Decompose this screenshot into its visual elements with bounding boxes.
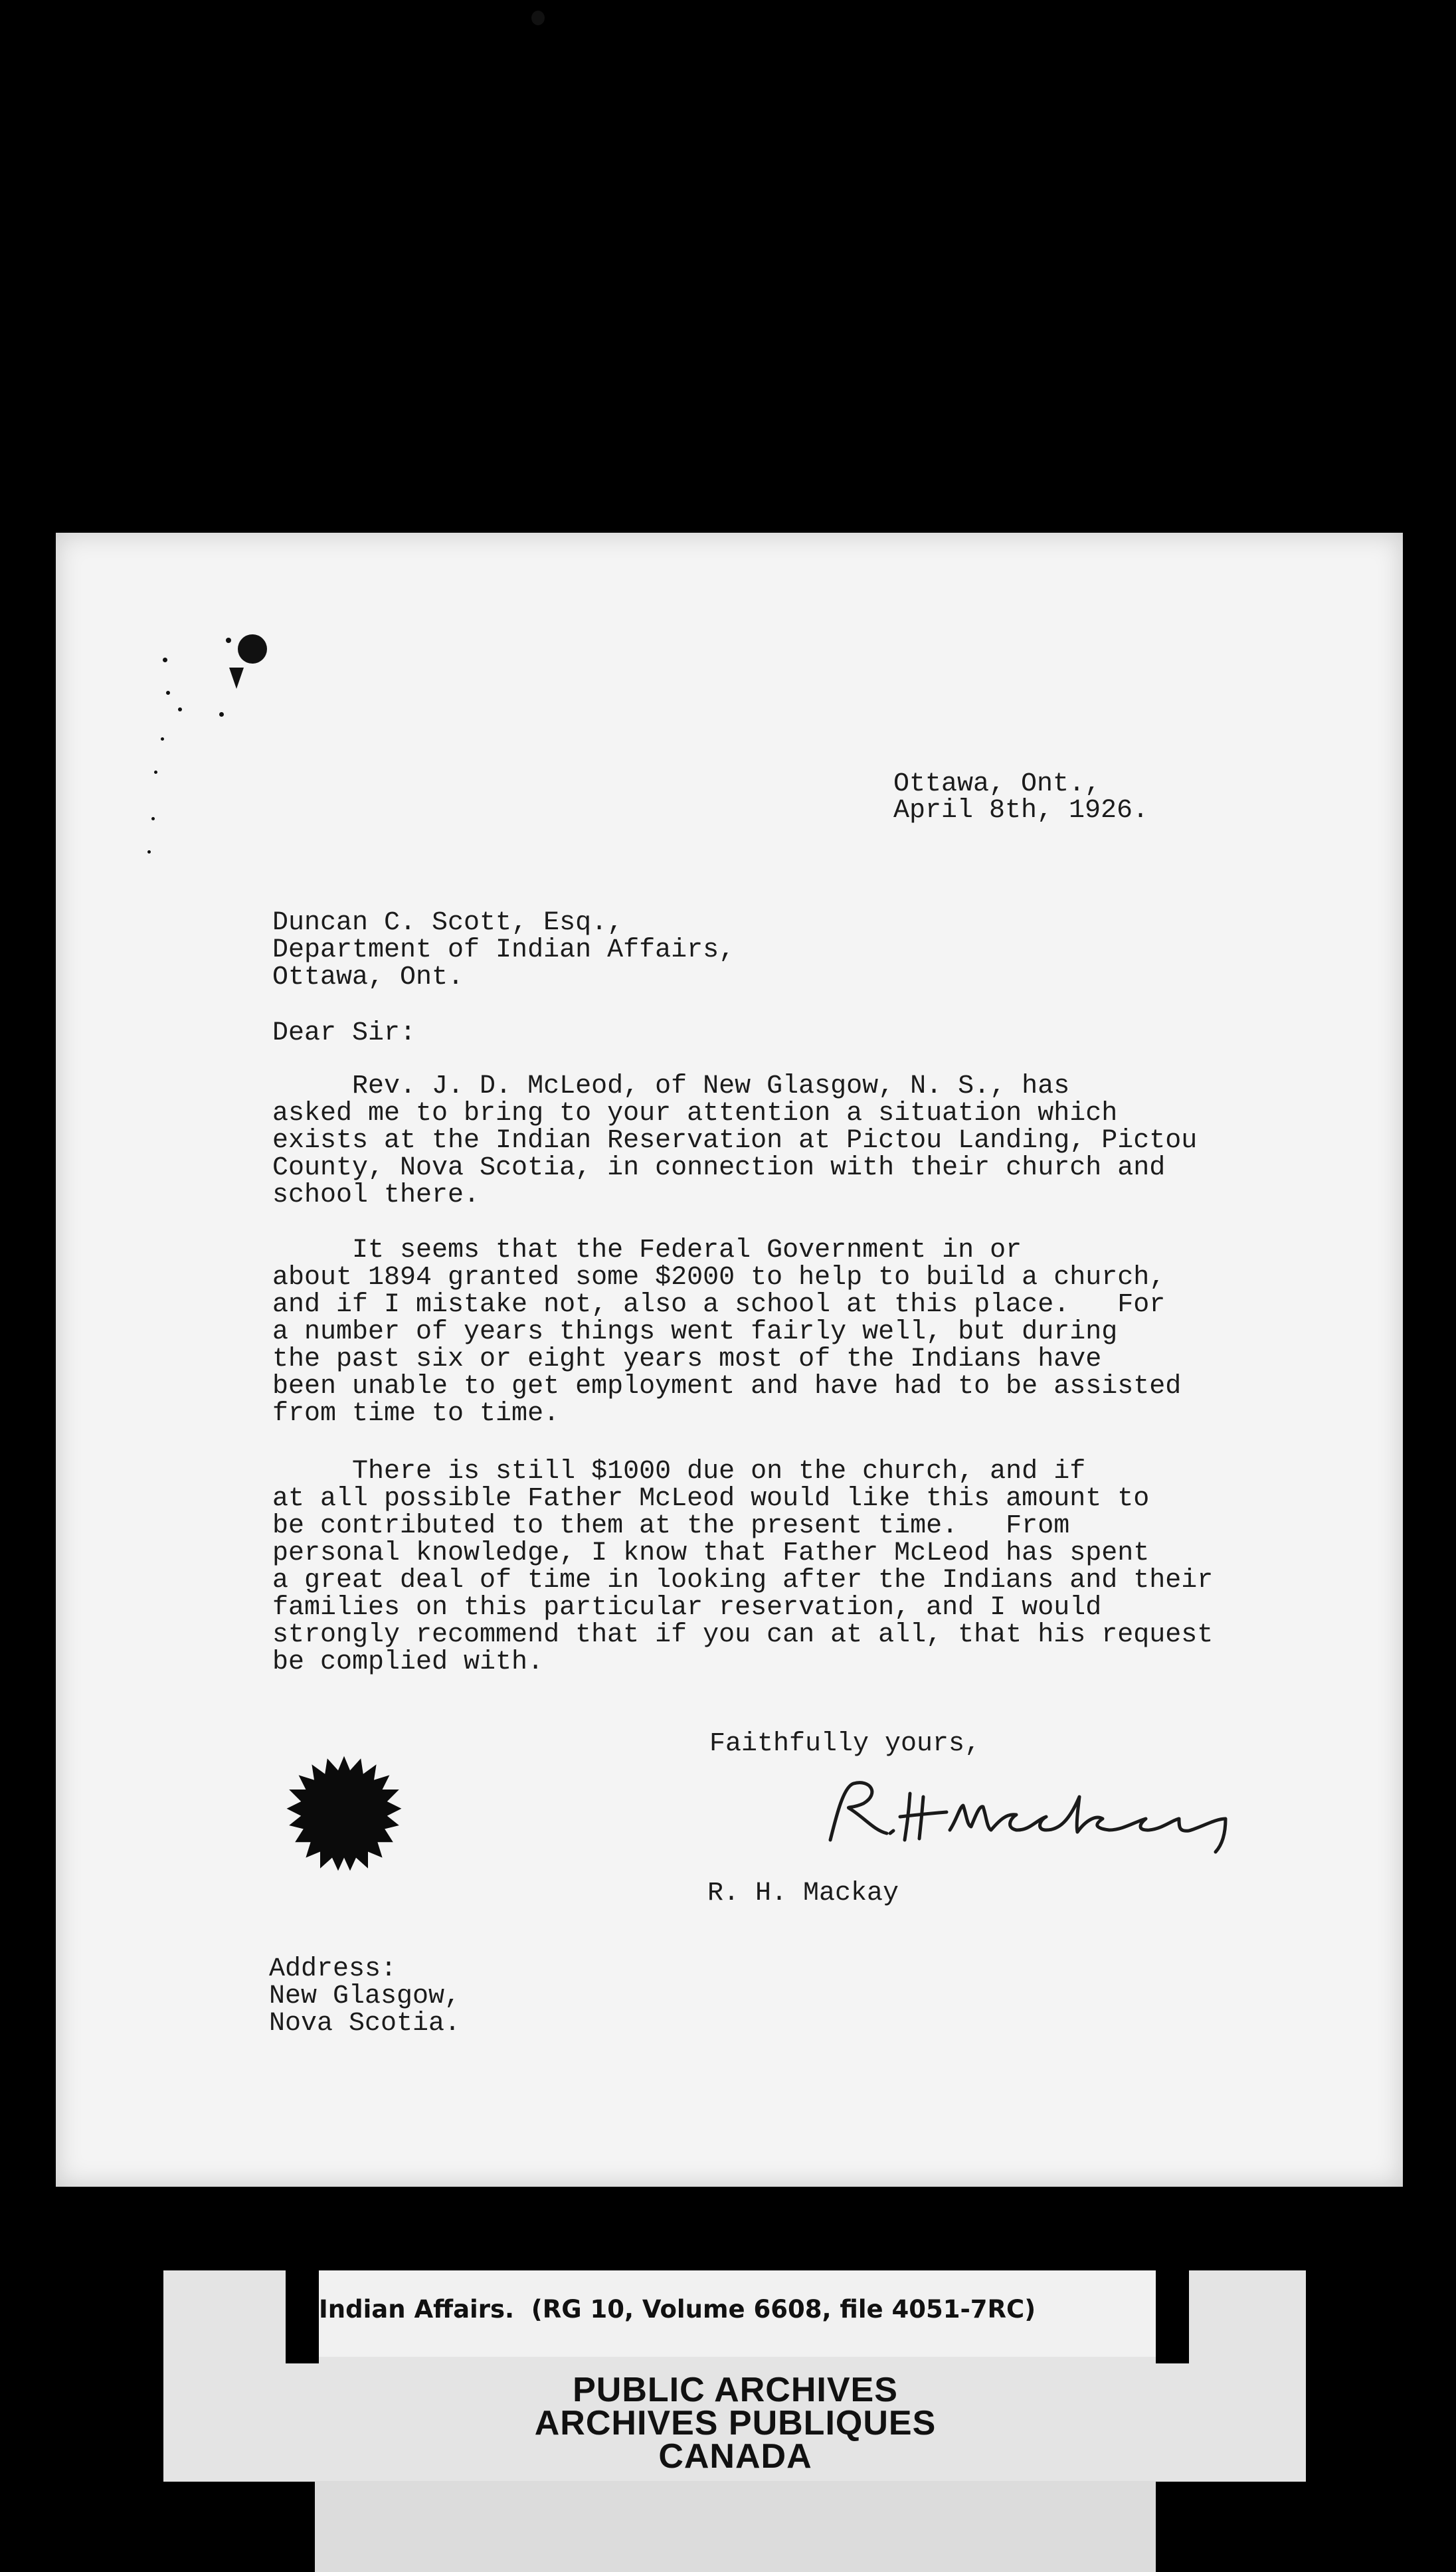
archive-stamp-line-2: ARCHIVES PUBLIQUES bbox=[534, 2404, 937, 2442]
archive-stamp-line-3: CANADA bbox=[658, 2437, 812, 2476]
ink-speck bbox=[178, 707, 182, 711]
ink-speck bbox=[219, 712, 224, 717]
closing: Faithfully yours, bbox=[709, 1729, 981, 1759]
ink-blot bbox=[238, 634, 267, 664]
recipient-city: Ottawa, Ont. bbox=[272, 963, 464, 992]
paragraph-3-line: There is still $1000 due on the church, and if bbox=[272, 1457, 1086, 1487]
ink-speck bbox=[166, 691, 170, 695]
film-speck bbox=[531, 11, 545, 25]
paragraph-1-line: asked me to bring to your attention a situation which bbox=[272, 1099, 1118, 1129]
paragraph-2-line: the past six or eight years most of the Indians have bbox=[272, 1344, 1102, 1374]
paragraph-2-line: been unable to get employment and have had to be assisted bbox=[272, 1372, 1182, 1402]
address-label: Address: bbox=[269, 1954, 397, 1984]
signature bbox=[817, 1767, 1348, 1860]
ink-speck bbox=[147, 850, 151, 854]
ink-speck bbox=[161, 737, 164, 741]
paragraph-3-line: personal knowledge, I know that Father McLeod has spent bbox=[272, 1538, 1150, 1568]
paragraph-3-line: be contributed to them at the present time. From bbox=[272, 1511, 1070, 1541]
ink-speck bbox=[154, 771, 157, 774]
paragraph-3-line: families on this particular reservation, and I would bbox=[272, 1593, 1102, 1623]
paragraph-2-line: a number of years things went fairly well, but during bbox=[272, 1317, 1118, 1347]
recipient-name: Duncan C. Scott, Esq., bbox=[272, 908, 624, 938]
paragraph-2-line: It seems that the Federal Government in or bbox=[272, 1236, 1022, 1265]
label-notch-right bbox=[1156, 2270, 1189, 2363]
signer-name: R. H. Mackay bbox=[707, 1879, 899, 1908]
paragraph-2-line: from time to time. bbox=[272, 1399, 560, 1429]
ink-drop bbox=[229, 668, 244, 689]
paragraph-3-line: at all possible Father McLeod would like this amount to bbox=[272, 1484, 1150, 1514]
letter-date: April 8th, 1926. bbox=[893, 796, 1149, 826]
archive-stamp-line-1: PUBLIC ARCHIVES bbox=[573, 2371, 898, 2409]
seal-stamp bbox=[284, 1754, 404, 1873]
paragraph-1-line: Rev. J. D. McLeod, of New Glasgow, N. S., has bbox=[272, 1071, 1070, 1101]
paragraph-1 bbox=[272, 1073, 1197, 1209]
paragraph-3-line: a great deal of time in looking after the Indians and their bbox=[272, 1566, 1214, 1596]
archive-reference: Indian Affairs. (RG 10, Volume 6608, file 4051-7RC) bbox=[319, 2295, 1036, 2324]
letter-place: Ottawa, Ont., bbox=[893, 769, 1101, 799]
paragraph-3-line: strongly recommend that if you can at all, that his request bbox=[272, 1620, 1214, 1650]
address-line-1: New Glasgow, bbox=[269, 1981, 461, 2011]
label-notch-left bbox=[286, 2270, 319, 2363]
paragraph-2 bbox=[272, 1237, 1181, 1427]
ink-speck bbox=[226, 638, 231, 643]
paragraph-1-line: County, Nova Scotia, in connection with their church and bbox=[272, 1153, 1166, 1183]
salutation: Dear Sir: bbox=[272, 1018, 416, 1048]
paragraph-2-line: and if I mistake not, also a school at this place. For bbox=[272, 1290, 1166, 1320]
ink-speck bbox=[151, 817, 155, 820]
paragraph-3 bbox=[272, 1458, 1213, 1676]
archive-label-strip bbox=[315, 2481, 1156, 2572]
paragraph-1-line: exists at the Indian Reservation at Pictou Landing, Pictou bbox=[272, 1126, 1198, 1156]
paragraph-2-line: about 1894 granted some $2000 to help to build a church, bbox=[272, 1263, 1166, 1293]
paragraph-3-line: be complied with. bbox=[272, 1647, 544, 1677]
ink-speck bbox=[163, 658, 167, 662]
recipient-department: Department of Indian Affairs, bbox=[272, 935, 735, 965]
address-line-2: Nova Scotia. bbox=[269, 2009, 461, 2039]
paragraph-1-line: school there. bbox=[272, 1180, 480, 1210]
